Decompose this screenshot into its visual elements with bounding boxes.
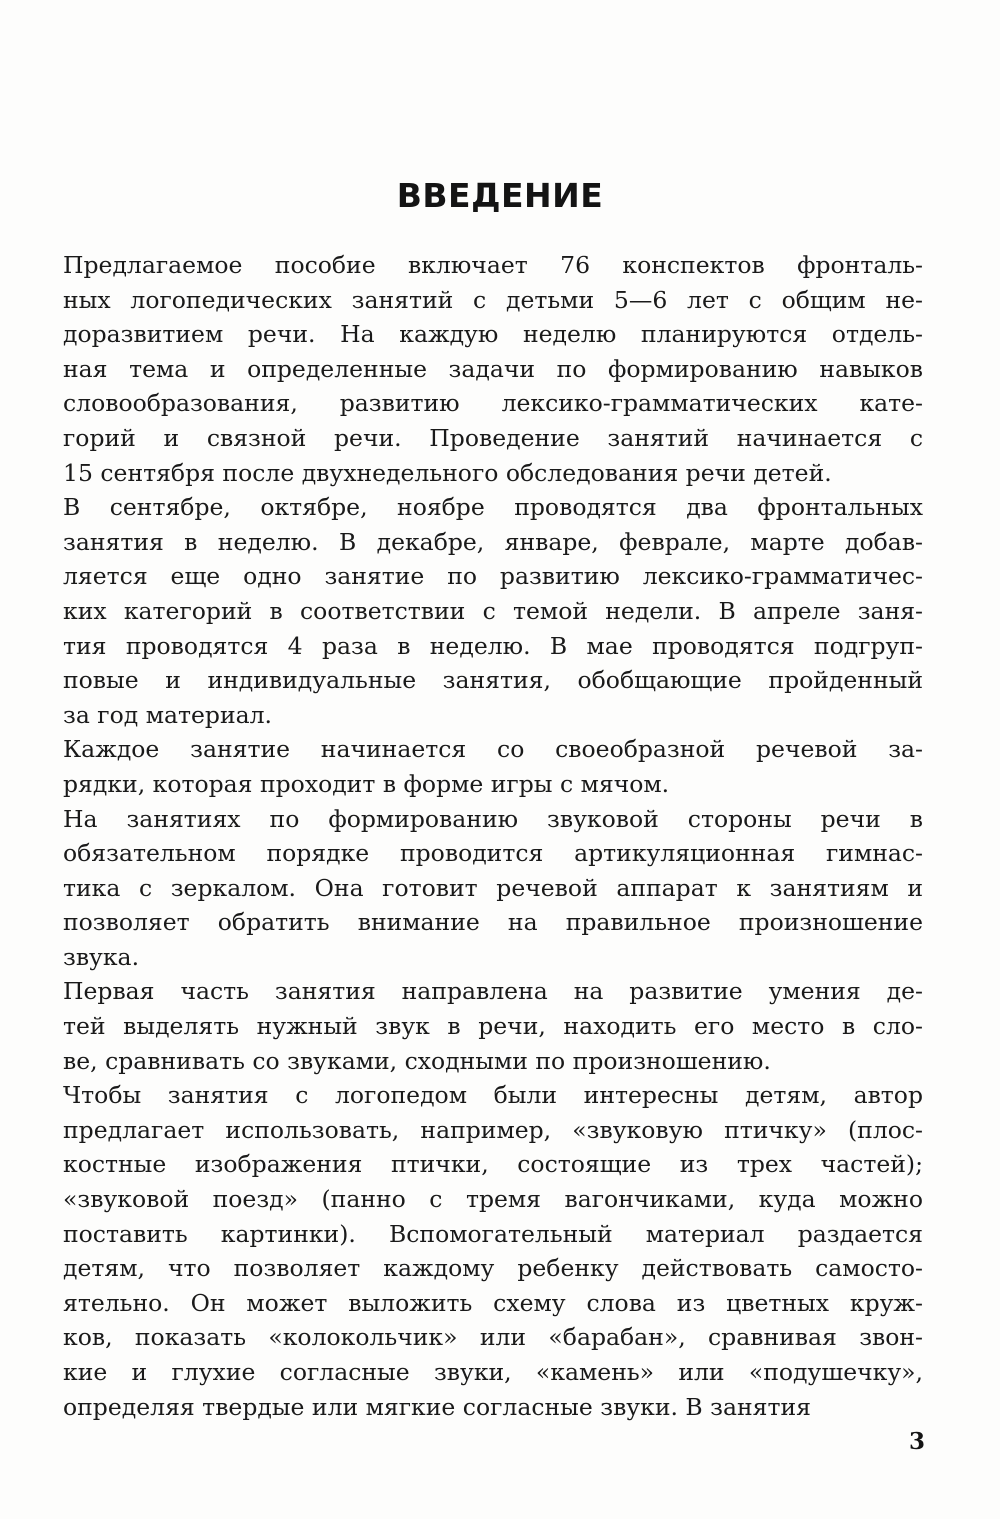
text-line: костные изображения птички, состоящие из трех частей); [63, 1150, 923, 1179]
page-number: 3 [908, 1428, 925, 1455]
paragraph [63, 802, 923, 975]
text-line: Предлагаемое пособие включает 76 конспектов фронталь- [63, 251, 923, 279]
text-line: ве, сравнивать со звуками, сходными по произношению. [63, 1046, 771, 1075]
page-title: ВВЕДЕНИЕ [396, 176, 604, 215]
text-line: тика с зеркалом. Она готовит речевой аппарат к занятиям и [63, 873, 923, 902]
text-line: за год материал. [63, 700, 273, 729]
text-line: повые и индивидуальные занятия, обобщающие пройденный [63, 666, 923, 695]
text-line: предлагает использовать, например, «звуковую птичку» (плос- [63, 1115, 923, 1144]
paragraph [63, 732, 923, 801]
text-line: ляется еще одно занятие по развитию лексико-грамматичес- [63, 562, 923, 591]
text-line: 15 сентября после двухнедельного обследования речи детей. [63, 458, 832, 487]
text-line: ких категорий в соответствии с темой недели. В апреле заня- [63, 596, 923, 625]
text-line: занятия в неделю. В декабре, январе, феврале, марте добав- [63, 527, 923, 556]
text-line: детям, что позволяет каждому ребенку действовать самосто- [63, 1254, 923, 1283]
text-line: определяя твердые или мягкие согласные звуки. В занятия [63, 1392, 811, 1421]
paragraph [63, 490, 923, 732]
text-line: тия проводятся 4 раза в неделю. В мае проводятся подгруп- [63, 631, 923, 660]
text-line: обязательном порядке проводится артикуляционная гимнас- [63, 839, 923, 868]
text-line: ных логопедических занятий с детьми 5—6 лет с общим не- [63, 285, 923, 314]
text-line: рядки, которая проходит в форме игры с мячом. [63, 769, 670, 798]
text-line: В сентябре, октябре, ноябре проводятся два фронтальных [63, 493, 923, 522]
text-line: поставить картинки). Вспомогательный материал раздается [63, 1219, 923, 1248]
text-line: Чтобы занятия с логопедом были интересны детям, автор [63, 1081, 923, 1110]
text-line: Каждое занятие начинается со своеобразной речевой за- [63, 735, 923, 764]
paragraph [63, 1078, 923, 1424]
text-line: горий и связной речи. Проведение занятий начинается с [63, 423, 923, 452]
text-line: звука. [63, 942, 140, 971]
text-line: ная тема и определенные задачи по формированию навыков [63, 354, 923, 383]
text-line: «звуковой поезд» (панно с тремя вагончиками, куда можно [63, 1185, 923, 1214]
text-line: ятельно. Он может выложить схему слова из цветных круж- [63, 1288, 923, 1317]
text-line: доразвитием речи. На каждую неделю планируются отдель- [63, 320, 923, 349]
text-line: Первая часть занятия направлена на развитие умения де- [63, 977, 923, 1006]
text-line: На занятиях по формированию звуковой стороны речи в [63, 804, 923, 833]
text-line: кие и глухие согласные звуки, «камень» или «подушечку», [63, 1358, 923, 1386]
text-line: ков, показать «колокольчик» или «барабан», сравнивая звон- [63, 1323, 923, 1352]
body-text [63, 248, 923, 1424]
paragraph [63, 248, 923, 490]
paragraph [63, 974, 923, 1078]
text-line: позволяет обратить внимание на правильное произношение [63, 908, 923, 937]
text-line: тей выделять нужный звук в речи, находить его место в сло- [63, 1012, 923, 1041]
text-line: словообразования, развитию лексико-грамматических кате- [63, 389, 923, 418]
